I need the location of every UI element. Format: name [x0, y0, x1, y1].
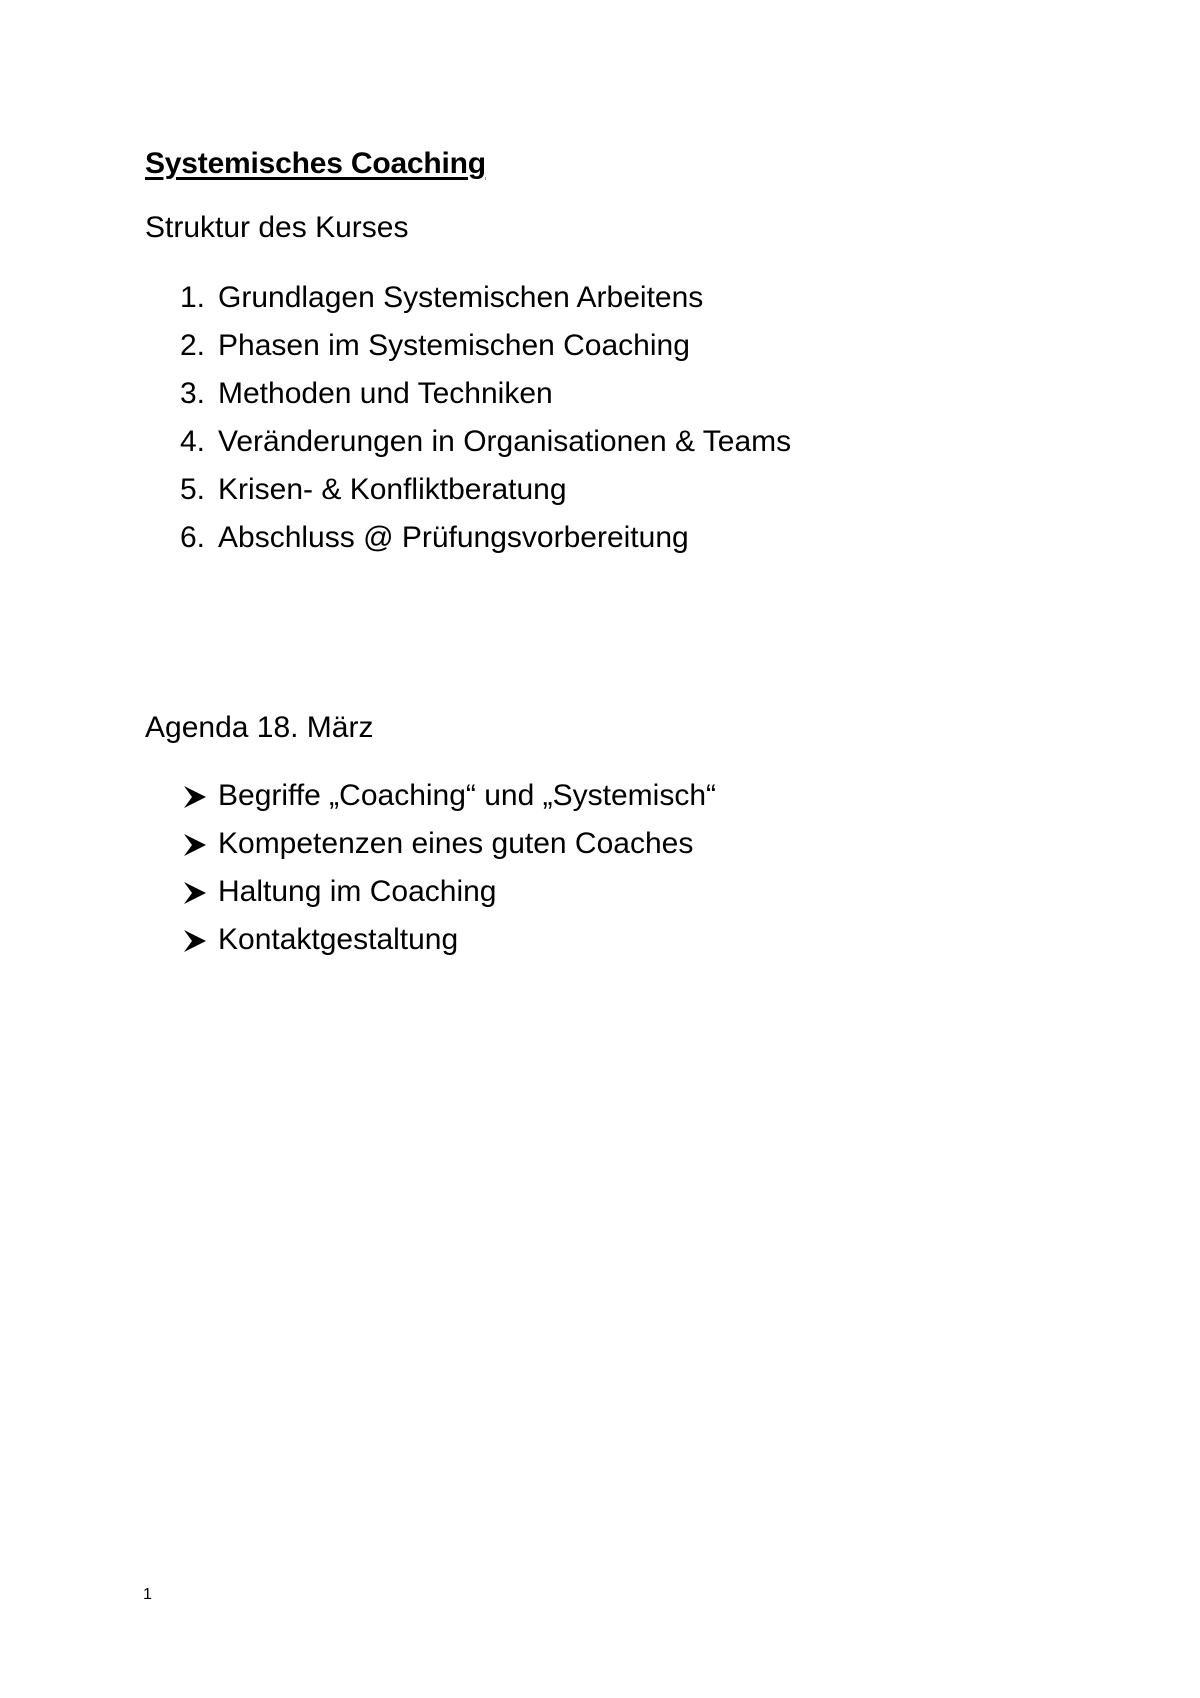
list-item-text: Phasen im Systemischen Coaching — [218, 329, 690, 362]
list-item-text: Abschluss @ Prüfungsvorbereitung — [218, 521, 689, 554]
list-item-number: 6. — [180, 521, 206, 554]
list-item-text: Veränderungen in Organisationen & Teams — [218, 425, 792, 458]
agenda-list — [182, 772, 716, 964]
list-item-text: Kompetenzen eines guten Coaches — [218, 827, 694, 860]
list-item-number: 4. — [180, 425, 206, 458]
list-item-number: 3. — [180, 377, 206, 410]
agenda-heading: Agenda 18. März — [145, 711, 374, 744]
list-item — [180, 418, 791, 466]
document-title: Systemisches Coaching — [145, 147, 486, 180]
list-item-text: Kontaktgestaltung — [218, 923, 459, 956]
list-item-number: 1. — [180, 281, 206, 314]
list-item — [182, 772, 716, 820]
list-item-text: Krisen- & Konfliktberatung — [218, 473, 567, 506]
list-item-text: Methoden und Techniken — [218, 377, 553, 410]
course-structure-heading: Struktur des Kurses — [145, 211, 409, 244]
list-item-number: 5. — [180, 473, 206, 506]
list-item-text: Begriffe „Coaching“ und „Systemisch“ — [218, 779, 716, 812]
list-item — [180, 322, 791, 370]
list-item-number: 2. — [180, 329, 206, 362]
list-item-text: Haltung im Coaching — [218, 875, 497, 908]
list-item — [182, 868, 716, 916]
arrowhead-bullet-icon — [182, 880, 218, 906]
list-item — [180, 466, 791, 514]
course-structure-list — [180, 274, 791, 562]
list-item — [180, 274, 791, 322]
arrowhead-bullet-icon — [182, 784, 218, 810]
arrowhead-bullet-icon — [182, 832, 218, 858]
list-item — [182, 820, 716, 868]
arrowhead-bullet-icon — [182, 928, 218, 954]
list-item — [180, 514, 791, 562]
list-item-text: Grundlagen Systemischen Arbeitens — [218, 281, 704, 314]
page-number: 1 — [143, 1586, 152, 1603]
list-item — [180, 370, 791, 418]
list-item — [182, 916, 716, 964]
